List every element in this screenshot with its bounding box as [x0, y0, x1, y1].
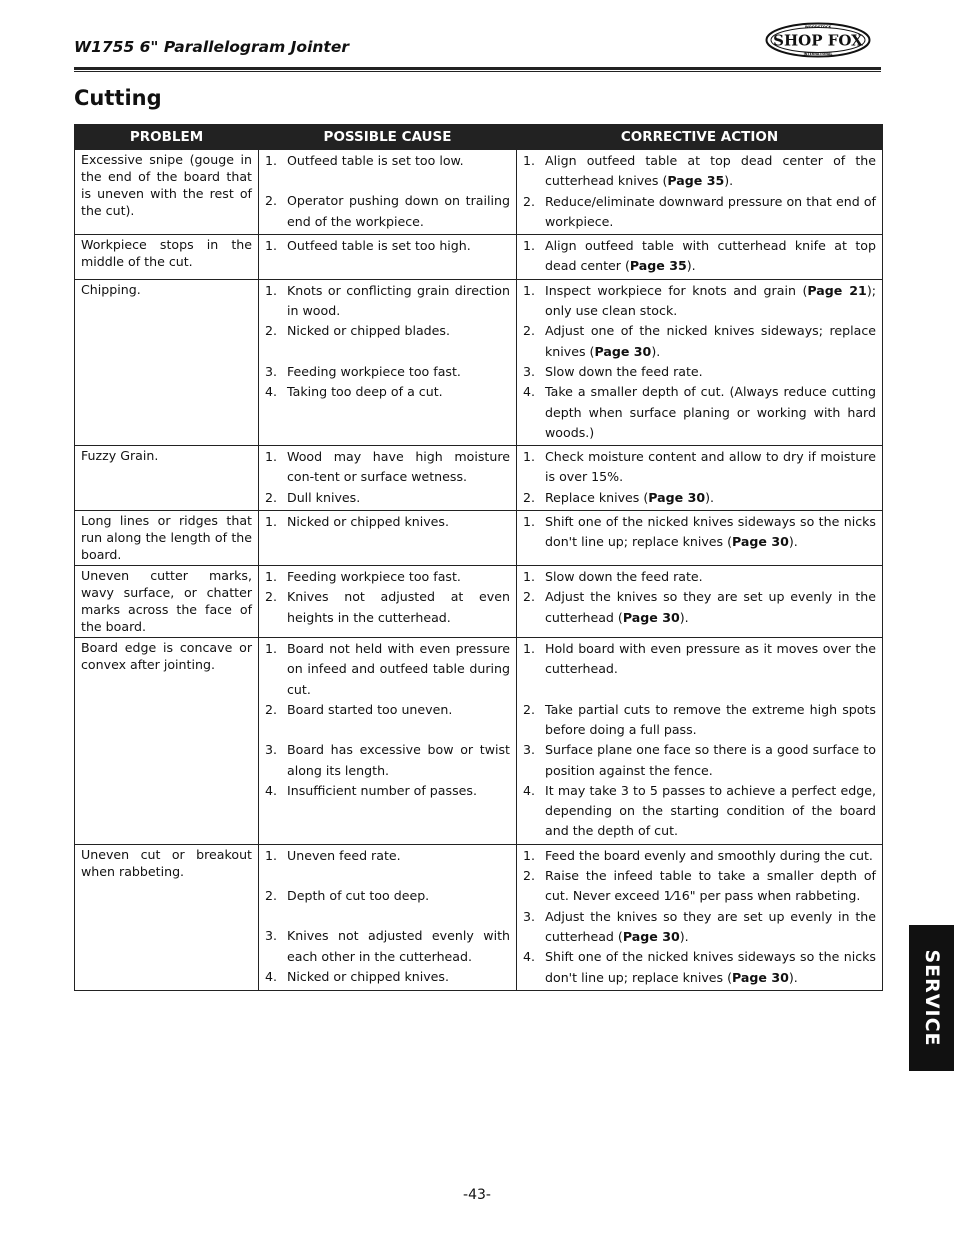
action-item: 2. Raise the infeed table to take a smaller depth of cut. Never exceed 1⁄16" per pass when rabbeting. — [523, 866, 876, 907]
action-item: 2. Adjust one of the nicked knives sideways; replace knives (Page 30). — [523, 321, 876, 362]
action-item: 1. Shift one of the nicked knives sideways so the nicks don't line up; replace knives (Page 30). — [523, 512, 876, 553]
action-item: 1. Align outfeed table at top dead center of the cutterhead knives (Page 35). — [523, 151, 876, 192]
cause-item: 2. Depth of cut too deep. — [265, 886, 510, 906]
cause-cell — [259, 566, 517, 638]
table-row — [75, 511, 883, 566]
action-item: 1. Align outfeed table with cutterhead knife at top dead center (Page 35). — [523, 236, 876, 277]
cause-cell — [259, 638, 517, 845]
cause-cell — [259, 279, 517, 445]
shop-fox-logo — [765, 22, 871, 58]
troubleshooting-table — [74, 124, 883, 991]
header-rule-thick — [74, 67, 881, 70]
cause-item: 4. Taking too deep of a cut. — [265, 382, 510, 402]
cause-item: 1. Nicked or chipped knives. — [265, 512, 510, 532]
cause-item: 4. Nicked or chipped knives. — [265, 967, 510, 987]
action-cell — [517, 844, 883, 990]
problem-cell: Fuzzy Grain. — [75, 446, 259, 511]
table-row — [75, 279, 883, 445]
action-cell — [517, 446, 883, 511]
action-item: 2. Replace knives (Page 30). — [523, 488, 876, 508]
cause-cell — [259, 446, 517, 511]
cause-item: 3. Feeding workpiece too fast. — [265, 362, 510, 382]
problem-cell: Uneven cut or breakout when rabbeting. — [75, 844, 259, 990]
action-item: 2. Take partial cuts to remove the extreme high spots before doing a full pass. — [523, 700, 876, 741]
action-item: 4. It may take 3 to 5 passes to achieve a perfect edge, depending on the starting condition of the board and the depth of cut. — [523, 781, 876, 842]
action-cell — [517, 279, 883, 445]
cause-item: 1. Wood may have high moisture con-tent or surface wetness. — [265, 447, 510, 488]
action-cell — [517, 566, 883, 638]
document-title: W1755 6" Parallelogram Jointer — [74, 38, 349, 56]
action-item: 1. Check moisture content and allow to dry if moisture is over 15%. — [523, 447, 876, 488]
table-row — [75, 638, 883, 845]
action-item: 4. Shift one of the nicked knives sideways so the nicks don't line up; replace knives (Page 30). — [523, 947, 876, 988]
action-item: 2. Adjust the knives so they are set up evenly in the cutterhead (Page 30). — [523, 587, 876, 628]
cause-item: 1. Board not held with even pressure on infeed and outfeed table during cut. — [265, 639, 510, 700]
cause-item: 2. Board started too uneven. — [265, 700, 510, 720]
action-item: 2. Reduce/eliminate downward pressure on that end of workpiece. — [523, 192, 876, 233]
action-item: 4. Take a smaller depth of cut. (Always reduce cutting depth when surface planing or working with hard woods.) — [523, 382, 876, 443]
table-row — [75, 566, 883, 638]
header-corrective-action: CORRECTIVE ACTION — [517, 125, 883, 150]
action-item: 1. Slow down the feed rate. — [523, 567, 876, 587]
cause-item: 1. Knots or conflicting grain direction in wood. — [265, 281, 510, 322]
svg-text:INTERNATIONAL: INTERNATIONAL — [803, 52, 833, 56]
problem-cell: Board edge is concave or convex after jointing. — [75, 638, 259, 845]
side-tab-label: SERVICE — [920, 949, 943, 1047]
table-header-row — [75, 125, 883, 150]
action-cell — [517, 150, 883, 235]
svg-text:WOODSTOCK: WOODSTOCK — [804, 25, 832, 30]
action-cell — [517, 638, 883, 845]
section-title: Cutting — [74, 86, 162, 110]
header-problem: PROBLEM — [75, 125, 259, 150]
cause-item: 2. Nicked or chipped blades. — [265, 321, 510, 341]
problem-cell: Long lines or ridges that run along the length of the board. — [75, 511, 259, 566]
cause-item: 1. Outfeed table is set too high. — [265, 236, 510, 256]
svg-text:SHOP FOX: SHOP FOX — [773, 31, 863, 50]
cause-item: 3. Board has excessive bow or twist along its length. — [265, 740, 510, 781]
header-possible-cause: POSSIBLE CAUSE — [259, 125, 517, 150]
problem-cell: Uneven cutter marks, wavy surface, or chatter marks across the face of the board. — [75, 566, 259, 638]
cause-item: 2. Operator pushing down on trailing end of the workpiece. — [265, 191, 510, 232]
cause-item: 1. Feeding workpiece too fast. — [265, 567, 510, 587]
table-row — [75, 150, 883, 235]
table-row — [75, 844, 883, 990]
cause-cell — [259, 844, 517, 990]
page-number: -43- — [463, 1187, 491, 1203]
header-rule-thin — [74, 71, 881, 72]
table-row — [75, 235, 883, 280]
action-cell — [517, 235, 883, 280]
cause-cell — [259, 235, 517, 280]
problem-cell: Workpiece stops in the middle of the cut. — [75, 235, 259, 280]
cause-item: 2. Knives not adjusted at even heights in the cutterhead. — [265, 587, 510, 628]
cause-cell — [259, 511, 517, 566]
action-item: 1. Inspect workpiece for knots and grain (Page 21); only use clean stock. — [523, 281, 876, 322]
action-item: 3. Adjust the knives so they are set up evenly in the cutterhead (Page 30). — [523, 907, 876, 948]
table-row — [75, 446, 883, 511]
action-item: 3. Surface plane one face so there is a good surface to position against the fence. — [523, 740, 876, 781]
action-item: 1. Feed the board evenly and smoothly during the cut. — [523, 846, 876, 866]
problem-cell: Chipping. — [75, 279, 259, 445]
service-side-tab — [909, 925, 954, 1071]
action-item: 3. Slow down the feed rate. — [523, 362, 876, 382]
action-item: 1. Hold board with even pressure as it moves over the cutterhead. — [523, 639, 876, 680]
problem-cell: Excessive snipe (gouge in the end of the board that is uneven with the rest of the cut). — [75, 150, 259, 235]
cause-item: 1. Uneven feed rate. — [265, 846, 510, 866]
cause-item: 2. Dull knives. — [265, 488, 510, 508]
cause-item: 1. Outfeed table is set too low. — [265, 151, 510, 171]
cause-cell — [259, 150, 517, 235]
cause-item: 4. Insufficient number of passes. — [265, 781, 510, 801]
cause-item: 3. Knives not adjusted evenly with each other in the cutterhead. — [265, 926, 510, 967]
action-cell — [517, 511, 883, 566]
